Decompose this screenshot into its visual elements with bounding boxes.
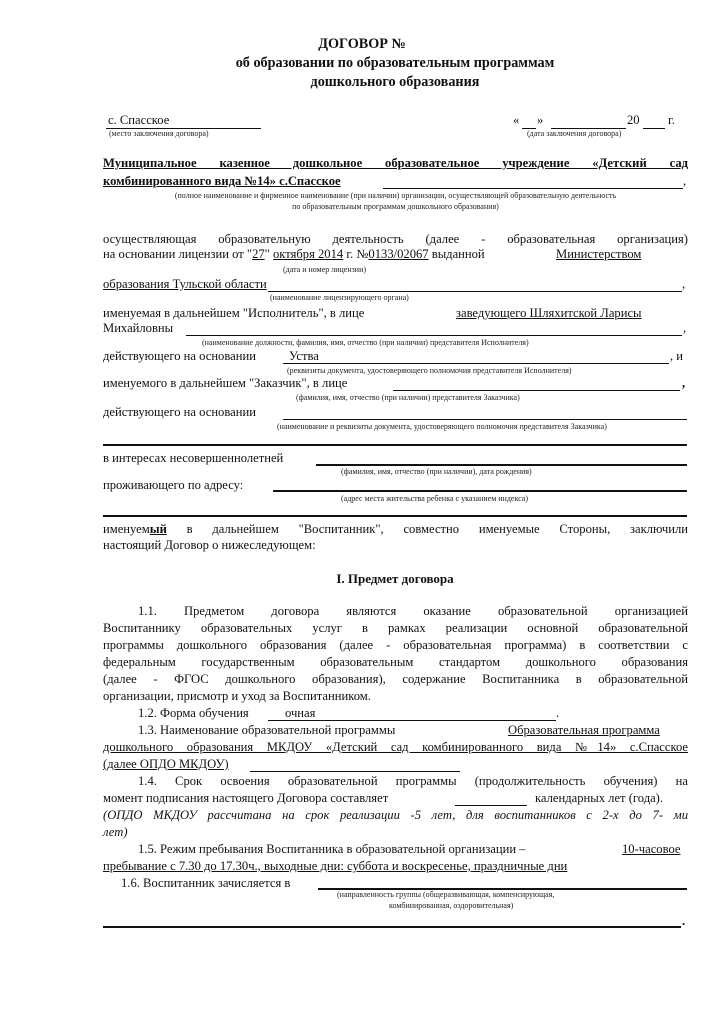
org-name-line-1: Муниципальное казенное дошкольное образовательное учреждение «Детский сад — [103, 156, 688, 170]
child-named-c: в дальнейшем "Воспитанник", совместно именуемые Стороны, заключили — [166, 522, 688, 536]
child-address-caption: (адрес места жительства ребенка с указанием индекса) — [341, 494, 529, 503]
p11-line-3: программы дошкольного образования (далее - образовательная программа) в соответствии с — [103, 638, 688, 652]
p11-line-1: 1.1. Предметом договора являются оказание образовательной организацией — [138, 604, 688, 618]
child-interest-line — [316, 464, 687, 466]
date-year-suffix: г. — [668, 113, 675, 127]
p11-line-5: (далее - ФГОС дошкольного образования), содержание Воспитанника в образовательной — [103, 672, 688, 686]
date-caption: (дата заключения договора) — [527, 129, 622, 138]
p13-line-1-a: 1.3. Наименование образовательной программы — [138, 723, 396, 737]
executor-representative: заведующего Шляхитской Ларисы — [456, 306, 642, 320]
license-quote: " — [264, 247, 270, 261]
license-authority-fill-line — [268, 291, 682, 292]
executor-line-1-a: именуемая в дальнейшем "Исполнитель", в лице — [103, 306, 365, 320]
customer-basis-caption: (наименование и реквизиты документа, удостоверяющего полномочия представителя Заказчика) — [277, 422, 607, 431]
customer-trail: , — [682, 376, 686, 390]
org-name-fill-line — [383, 188, 683, 189]
p14-line-2-b: календарных лет (года). — [535, 791, 664, 805]
p16-extra-line — [103, 926, 681, 928]
p16-label: 1.6. Воспитанник зачисляется в — [121, 876, 291, 890]
license-authority: образования Тульской области — [103, 277, 267, 291]
date-close-quote: » — [537, 113, 544, 127]
p14-line-4: лет) — [103, 825, 128, 839]
license-line-1: осуществляющая образовательную деятельность (далее - образовательная организация) — [103, 232, 688, 246]
child-interest-caption: (фамилия, имя, отчество (при наличии), дата рождения) — [341, 467, 532, 476]
org-caption-2: по образовательным программам дошкольного образования) — [292, 202, 499, 211]
executor-basis-line — [283, 363, 669, 364]
child-named-b: ый — [149, 522, 167, 536]
p16-trail: . — [682, 914, 686, 928]
license-day: 27 — [252, 247, 265, 261]
document-subtitle-2: дошкольного образования — [310, 74, 480, 90]
child-address-label: проживающего по адресу: — [103, 478, 244, 492]
date-year-line — [643, 128, 665, 129]
p11-line-4: федеральным государственным образовательным стандартом дошкольного образования — [103, 655, 688, 669]
license-issued: выданной — [431, 247, 485, 261]
customer-extra-line — [103, 444, 687, 446]
p14-duration-line — [455, 805, 527, 806]
customer-caption: (фамилия, имя, отчество (при наличии) представителя Заказчика) — [296, 393, 520, 402]
customer-fill-line — [393, 390, 680, 391]
license-caption: (дата и номер лицензии) — [283, 265, 367, 274]
executor-basis-label: действующего на основании — [103, 349, 256, 363]
org-name-line-2: комбинированного вида №14» с.Спасское — [103, 174, 341, 188]
executor-line-2: Михайловны — [103, 321, 174, 335]
p15-line-2: пребывание с 7.30 до 17.30ч., выходные дни: суббота и воскресенье, праздничные дни — [103, 859, 568, 873]
p13-line-3: (далее ОПДО МКДОУ) — [103, 757, 229, 771]
document-title: ДОГОВОР № — [318, 36, 406, 52]
p14-line-1: 1.4. Срок освоения образовательной программы (продолжительность обучения) на — [138, 774, 688, 788]
document-subtitle-1: об образовании по образовательным программам — [235, 55, 555, 71]
p12-label: 1.2. Форма обучения — [138, 706, 249, 720]
org-caption-1: (полное наименование и фирменное наименование (при наличии) организации, осуществляющей образовательную деятельность — [174, 191, 617, 200]
executor-trail: , — [683, 321, 687, 335]
date-year-prefix: 20 — [627, 113, 640, 127]
license-line-2 — [103, 247, 485, 262]
child-address-line — [273, 490, 687, 492]
p11-line-6: организации, присмотр и уход за Воспитанником. — [103, 689, 371, 703]
p16-caption-1: (направленность группы (общеразвивающая, компенсирующая, — [337, 890, 555, 899]
place-caption: (место заключения договора) — [109, 129, 209, 138]
p12-value: очная — [285, 706, 316, 720]
p13-fill-line — [250, 771, 460, 772]
section-1-title: I. Предмет договора — [336, 571, 454, 586]
p14-line-3: (ОПДО МКДОУ рассчитана на срок реализации -5 лет, для воспитанников с 2-х до 7- ми — [103, 808, 688, 822]
p11-line-2: Воспитаннику образовательных услуг в рамках реализации основной образовательной — [103, 621, 688, 635]
license-prefix: на основании лицензии от " — [103, 247, 253, 261]
p12-line — [268, 720, 556, 721]
executor-basis-caption: (реквизиты документа, удостоверяющего полномочия представителя Исполнителя) — [287, 366, 572, 375]
p15-hours: 10-часовое — [622, 842, 681, 856]
customer-basis-label: действующего на основании — [103, 405, 256, 419]
child-named-a: именуем — [103, 522, 150, 536]
license-month: октября 2014 — [272, 247, 344, 261]
customer-label: именуемого в дальнейшем "Заказчик", в лице — [103, 376, 348, 390]
executor-basis-trail: , и — [670, 349, 684, 363]
license-number-prefix: г. № — [346, 247, 369, 261]
license-authority-trail: , — [682, 277, 686, 291]
license-number: 0133/02067 — [368, 247, 429, 261]
child-extra-line — [103, 515, 687, 517]
p14-line-2-a: момент подписания настоящего Договора составляет — [103, 791, 389, 805]
p16-caption-2: комбинированная, оздоровительная) — [389, 901, 514, 910]
org-name-trail: , — [683, 174, 687, 188]
executor-fill-line — [186, 335, 682, 336]
p12-trail: . — [556, 706, 560, 720]
p13-line-2: дошкольного образования МКДОУ «Детский сад комбинированного вида №14» с.Спасское — [103, 740, 688, 754]
place-value: с. Спасское — [108, 113, 170, 127]
customer-basis-line — [283, 419, 687, 420]
license-ministry: Министерством — [556, 247, 642, 261]
executor-caption: (наименование должности, фамилия, имя, отчество (при наличии) представителя Исполнителя) — [202, 338, 529, 347]
child-interest-label: в интересах несовершеннолетней — [103, 451, 284, 465]
date-open-quote: « — [513, 113, 520, 127]
child-line-1 — [103, 522, 688, 537]
p13-program-name: Образовательная программа — [508, 723, 660, 737]
p15-line-1-a: 1.5. Режим пребывания Воспитанника в образовательной организации – — [138, 842, 526, 856]
child-line-2: настоящий Договор о нижеследующем: — [103, 538, 316, 552]
executor-basis-value: Уства — [289, 349, 319, 363]
license-authority-caption: (наименование лицензирующего органа) — [270, 293, 409, 302]
